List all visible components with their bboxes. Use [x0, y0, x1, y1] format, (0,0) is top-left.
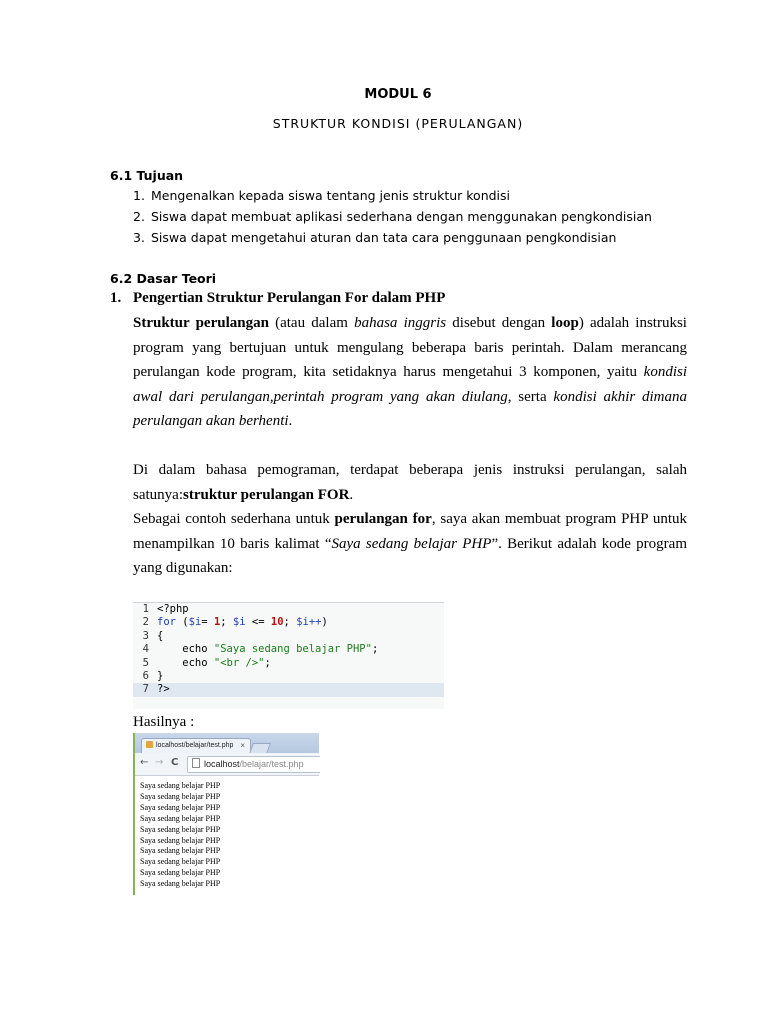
- close-icon: ×: [240, 741, 245, 750]
- text-line: perulangan akan berhenti.: [133, 413, 293, 429]
- output-line: Saya sedang belajar PHP: [140, 781, 221, 790]
- output-line: Saya sedang belajar PHP: [140, 813, 221, 823]
- output-line: Saya sedang belajar PHP: [140, 857, 221, 867]
- output-line: Saya sedang belajar PHP: [140, 835, 221, 845]
- code-line: 4 echo "Saya sedang belajar PHP";: [142, 643, 379, 656]
- output-line: Saya sedang belajar PHP: [140, 791, 221, 801]
- result-label: Hasilnya :: [133, 714, 195, 730]
- output-line: Saya sedang belajar PHP: [140, 824, 221, 834]
- forward-icon: →: [155, 757, 164, 768]
- list-item: 3. Siswa dapat mengetahui aturan dan tata cara penggunaan pengkondisian: [133, 230, 617, 245]
- paragraph-example: [133, 507, 687, 581]
- list-item: 1. Mengenalkan kepada siswa tentang jenis struktur kondisi: [133, 188, 511, 203]
- section-heading-dasar-teori: 6.2 Dasar Teori: [110, 271, 217, 286]
- text-line: Sebagai contoh sederhana untuk perulangan for, saya akan membuat program PHP untuk: [133, 511, 687, 527]
- list-item: 2. Siswa dapat membuat aplikasi sederhana dengan menggunakan pengkondisian: [133, 209, 652, 224]
- text-line: yang digunakan:: [133, 560, 233, 576]
- code-line: 2 for ($i= 1; $i <= 10; $i++): [142, 616, 328, 629]
- browser-toolbar: [135, 753, 319, 776]
- text-line: Struktur perulangan (atau dalam bahasa inggris disebut dengan loop) adalah instruksi: [133, 315, 687, 331]
- code-line: 6 }: [142, 669, 164, 682]
- tab-bar: [135, 733, 319, 753]
- back-icon: ←: [140, 757, 149, 768]
- reload-icon: C: [171, 757, 179, 768]
- text-line: awal dari perulangan,perintah program yang akan diulang, serta kondisi akhir dimana: [133, 388, 687, 405]
- objectives-list: [133, 185, 652, 248]
- output-line: Saya sedang belajar PHP: [140, 879, 221, 889]
- favicon-icon: [146, 741, 153, 748]
- code-line: 1 <?php: [142, 603, 189, 615]
- module-subtitle: STRUKTUR KONDISI (PERULANGAN): [272, 116, 524, 131]
- browser-tab: localhost/belajar/test.php ×: [141, 738, 251, 754]
- code-block: [133, 602, 444, 709]
- text-line: perulangan kode program, kita setidaknya harus mengetahui 3 komponen, yaitu kondisi: [133, 364, 687, 380]
- output-line: Saya sedang belajar PHP: [140, 846, 221, 856]
- browser-output: [140, 781, 220, 890]
- code-line: 5 echo "<br />";: [142, 656, 271, 669]
- text-line: program yang bertujuan untuk mengulang beberapa baris perintah. Dalam merancang: [133, 339, 687, 356]
- text-line: satunya:struktur perulangan FOR.: [133, 486, 354, 503]
- module-title: MODUL 6: [364, 87, 432, 102]
- page-icon: [192, 758, 200, 768]
- output-line: Saya sedang belajar PHP: [140, 802, 221, 812]
- text-line: Di dalam bahasa pemograman, terdapat beberapa jenis instruksi perulangan, salah: [133, 462, 687, 478]
- text-line: menampilkan 10 baris kalimat “Saya sedang belajar PHP”. Berikut adalah kode program: [133, 535, 688, 552]
- code-line-highlighted: 7 ?>: [133, 683, 444, 696]
- output-line: Saya sedang belajar PHP: [140, 868, 221, 878]
- subsection-heading: 1. Pengertian Struktur Perulangan For dalam PHP: [110, 290, 446, 306]
- paragraph-definition: [133, 311, 687, 434]
- code-line: 3 {: [142, 629, 164, 642]
- address-bar: localhost/belajar/test.php: [187, 756, 320, 773]
- section-heading-tujuan: 6.1 Tujuan: [110, 168, 184, 183]
- browser-screenshot: [133, 733, 319, 895]
- paragraph-for-intro: [133, 458, 687, 507]
